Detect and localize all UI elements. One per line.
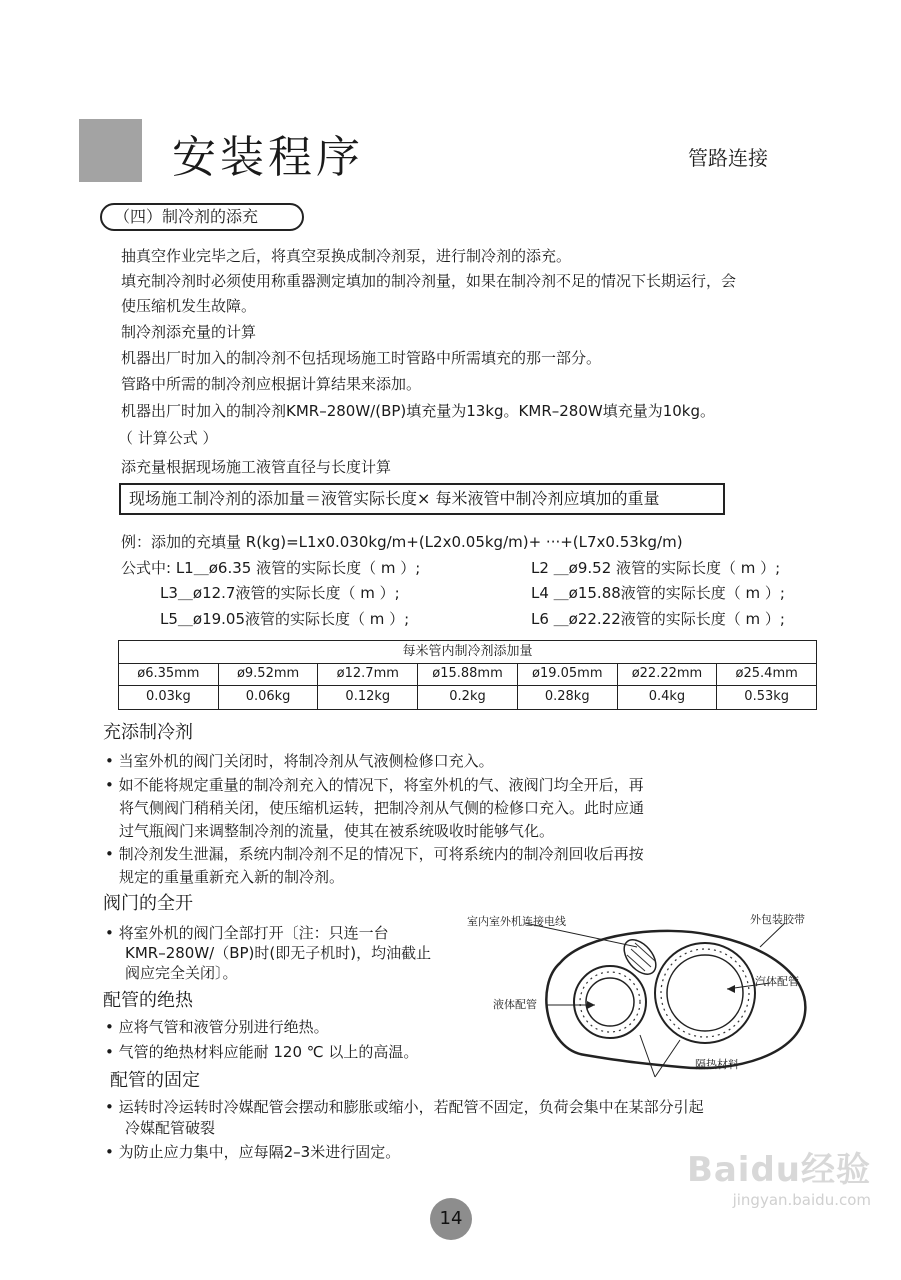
section-heading: （四）制冷剂的添充 — [100, 203, 304, 231]
legend-l2: L2 ＿ø9.52 液管的实际长度（ m ）; — [531, 559, 781, 577]
table-cell: 0.53kg — [744, 689, 790, 704]
label-wire: 室内室外机连接电线 — [467, 915, 566, 928]
table-cell: ø19.05mm — [518, 663, 618, 685]
charging-bullet-3a: • 制冷剂发生泄漏，系统内制冷剂不足的情况下，可将系统内的制冷剂回收后再按 — [105, 845, 644, 863]
charging-bullet-1: • 当室外机的阀门关闭时，将制冷剂从气液侧检修口充入。 — [105, 752, 494, 770]
valve-line-3: 阀应完全关闭〕。 — [125, 964, 238, 982]
pipe-insulation-diagram — [465, 905, 820, 1080]
page-subtitle: 管路连接 — [688, 146, 768, 170]
legend-l4: L4 ＿ø15.88液管的实际长度（ m ）; — [531, 584, 785, 602]
insulation-bullet-2: • 气管的绝热材料应能耐 120 ℃ 以上的高温。 — [105, 1043, 419, 1061]
label-tape: 外包装胶带 — [750, 913, 805, 926]
refrigerant-table — [118, 640, 817, 710]
charging-bullet-2a: • 如不能将规定重量的制冷剂充入的情况下，将室外机的气、液阀门均全开后，再 — [105, 776, 644, 794]
arrow-gas — [727, 985, 735, 993]
paragraph-5: 机器出厂时加入的制冷剂不包括现场施工时管路中所需填充的那一部分。 — [121, 349, 602, 367]
watermark-url: jingyan.baidu.com — [732, 1191, 871, 1209]
liquid-pipe — [586, 978, 634, 1026]
formula-box: 现场施工制冷剂的添加量＝液管实际长度× 每米液管中制冷剂应填加的重量 — [119, 483, 725, 515]
example-formula: 例：添加的充填量 R(kg)=L1x0.030kg/m+(L2x0.05kg/m)+ ···+(L7x0.53kg/m) — [121, 533, 683, 551]
gas-pipe — [667, 955, 743, 1031]
fixing-bullet-1b: 冷媒配管破裂 — [125, 1119, 216, 1137]
page-title: 安装程序 — [172, 132, 364, 183]
paragraph-2: 填充制冷剂时必须使用称重器测定填加的制冷剂量，如果在制冷剂不足的情况下长期运行，会 — [121, 272, 737, 290]
charging-bullet-2c: 过气瓶阀门来调整制冷剂的流量，使其在被系统吸收时能够气化。 — [119, 822, 555, 840]
gas-pipe-dots — [661, 949, 749, 1037]
table-title: 每米管内制冷剂添加量 — [119, 641, 816, 664]
charging-heading: 充添制冷剂 — [103, 722, 193, 743]
label-liquid: 液体配管 — [493, 998, 537, 1011]
legend-l6: L6 ＿ø22.22液管的实际长度（ m ）; — [531, 610, 785, 628]
table-cell: 0.4kg — [618, 686, 718, 709]
table-cell: 0.2kg — [418, 686, 518, 709]
insulation-bullet-1: • 应将气管和液管分别进行绝热。 — [105, 1018, 329, 1036]
table-cell: 0.28kg — [518, 686, 618, 709]
fixing-bullet-1a: • 运转时冷运转时冷媒配管会摆动和膨胀或缩小，若配管不固定，负荷会集中在某部分引起 — [105, 1098, 704, 1116]
watermark-brand: Baidu经验 — [686, 1150, 871, 1190]
legend-l1: 公式中: L1＿ø6.35 液管的实际长度（ m ）; — [121, 559, 421, 577]
table-cell: 0.12kg — [318, 686, 418, 709]
fixing-heading: 配管的固定 — [110, 1070, 200, 1091]
label-insulation: 隔热材料 — [695, 1058, 739, 1071]
paragraph-3: 使压缩机发生故障。 — [121, 297, 257, 315]
table-cell: ø9.52mm — [219, 663, 319, 685]
liquid-pipe-insulation — [574, 966, 646, 1038]
legend-l3: L3＿ø12.7液管的实际长度（ m ）; — [160, 584, 400, 602]
paragraph-7: 机器出厂时加入的制冷剂KMR–280W/(BP)填充量为13kg。KMR–280W填充量为10kg。 — [121, 402, 716, 420]
legend-l5: L5＿ø19.05液管的实际长度（ m ）; — [160, 610, 410, 628]
valve-heading: 阀门的全开 — [103, 893, 193, 914]
leader-insulation-2 — [655, 1040, 680, 1077]
paragraph-6: 管路中所需的制冷剂应根据计算结果来添加。 — [121, 375, 422, 393]
table-cell: ø15.88mm — [418, 663, 518, 685]
table-cell: 0.06kg — [219, 686, 319, 709]
charging-bullet-3b: 规定的重量重新充入新的制冷剂。 — [119, 868, 345, 886]
leader-tape — [760, 923, 785, 947]
table-row-weights — [119, 686, 816, 709]
insulation-heading: 配管的绝热 — [103, 990, 193, 1011]
table-cell: 0.03kg — [119, 686, 219, 709]
fixing-bullet-2: • 为防止应力集中，应每隔2–3米进行固定。 — [105, 1143, 401, 1161]
table-cell: ø22.22mm — [618, 663, 718, 685]
table-cell: ø6.35mm — [119, 663, 219, 685]
page-number: 14 — [430, 1198, 472, 1240]
wire-hatch — [627, 943, 655, 971]
table-cell: ø25.4mm — [735, 666, 798, 681]
paragraph-9: 添充量根据现场施工液管直径与长度计算 — [121, 458, 392, 476]
header-gray-block — [79, 119, 142, 182]
arrow-liquid — [587, 1001, 595, 1009]
paragraph-8: （ 计算公式 ） — [118, 429, 218, 447]
gas-pipe-insulation — [655, 943, 755, 1043]
charging-bullet-2b: 将气侧阀门稍稍关闭，使压缩机运转，把制冷剂从气侧的检修口充入。此时应通 — [119, 799, 645, 817]
paragraph-1: 抽真空作业完毕之后，将真空泵换成制冷剂泵，进行制冷剂的添充。 — [121, 247, 572, 265]
paragraph-4: 制冷剂添充量的计算 — [121, 323, 257, 341]
leader-insulation — [640, 1035, 655, 1077]
table-cell: ø12.7mm — [318, 663, 418, 685]
valve-line-1: • 将室外机的阀门全部打开〔注：只连一台 — [105, 924, 389, 942]
watermark — [687, 1150, 871, 1210]
table-row-sizes — [119, 663, 816, 686]
label-gas: 汽体配管 — [755, 975, 799, 988]
valve-line-2: KMR–280W/（BP)时(即无子机时)，均油截止 — [125, 944, 432, 962]
